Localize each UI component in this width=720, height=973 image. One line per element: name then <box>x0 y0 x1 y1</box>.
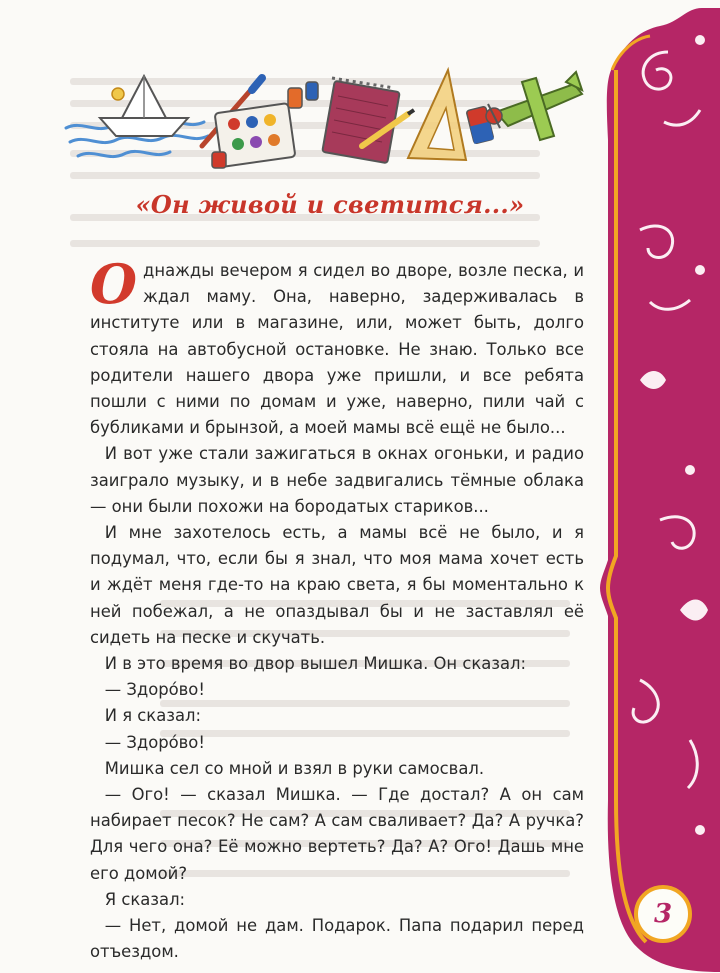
page-number: 3 <box>653 899 673 929</box>
drop-cap: О <box>90 252 138 316</box>
page-number-badge <box>634 885 692 943</box>
story-text <box>90 252 584 965</box>
paragraph: Мишка сел со мной и взял в руки самосвал. <box>104 758 485 778</box>
paragraph: — Нет, домой не дам. Подарок. Папа подарил перед отъездом. <box>90 916 584 962</box>
paragraph: И я сказал: <box>104 706 202 726</box>
paint-palette-icon <box>212 82 318 168</box>
paragraph: И мне захотелось есть, а мамы всё не было, и я подумал, что, если бы я знал, что моя мама хочет есть и ждёт меня где-то на краю света, я бы моментально к ней побежал, а не опаздывал бы и не заставлял её сидеть на песке и скучать. <box>90 523 584 647</box>
paragraph: И в это время во двор вышел Мишка. Он сказал: <box>104 654 527 674</box>
header-illustration <box>62 60 598 180</box>
paragraph-text: днажды вечером я сидел во дворе, возле песка, и ждал маму. Она, наверно, задерживалась в институте или в магазине, или, может быть, долго стояла на автобусной остановке. Не знаю. Только все родители нашего двора уже пришли, и все ребята пошли с ними по домам и уже, наверно, пили чай с бубликами и брынзой, а моей мамы всё ещё не было... <box>90 261 584 438</box>
paragraph: Я сказал: <box>104 889 186 909</box>
paragraph: — Ого! — сказал Мишка. — Где достал? А он сам набирает песок? Не сам? А сам сваливает? Да? А ручка? Для чего она? Её можно вертеть? Да? А? Ого! Дашь мне его домой? <box>90 785 584 883</box>
paragraph <box>90 252 584 441</box>
notebook-icon <box>322 78 414 163</box>
paragraph: — Здоро́во! <box>104 732 205 752</box>
paragraph: И вот уже стали зажигаться в окнах огоньки, и радио заиграло музыку, и в небе задвигались тёмные облака — они были похожи на бородатых стариков... <box>90 444 584 516</box>
paragraph: — Здоро́во! <box>104 680 205 700</box>
story-title: «Он живой и светится...» <box>135 190 525 219</box>
paper-boat-icon <box>100 76 188 136</box>
airplane-icon <box>486 72 582 140</box>
set-square-icon <box>408 70 494 160</box>
